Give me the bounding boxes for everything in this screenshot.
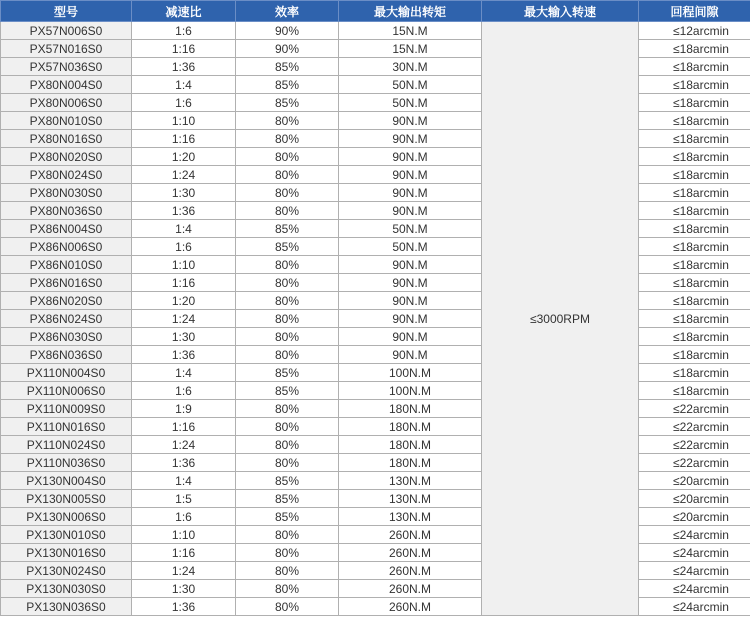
cell-ratio: 1:4	[132, 76, 236, 94]
table-row	[1, 76, 750, 94]
cell-backlash: ≤22arcmin	[639, 418, 750, 436]
cell-ratio: 1:16	[132, 40, 236, 58]
cell-model: PX130N016S0	[1, 544, 132, 562]
table-row	[1, 184, 750, 202]
cell-efficiency: 80%	[236, 292, 339, 310]
cell-efficiency: 80%	[236, 184, 339, 202]
cell-ratio: 1:6	[132, 508, 236, 526]
cell-max-output-torque: 50N.M	[339, 220, 482, 238]
cell-efficiency: 85%	[236, 508, 339, 526]
cell-ratio: 1:16	[132, 130, 236, 148]
cell-model: PX86N004S0	[1, 220, 132, 238]
cell-max-output-torque: 260N.M	[339, 598, 482, 616]
cell-max-output-torque: 90N.M	[339, 256, 482, 274]
cell-efficiency: 80%	[236, 400, 339, 418]
cell-max-output-torque: 90N.M	[339, 328, 482, 346]
cell-backlash: ≤12arcmin	[639, 22, 750, 40]
cell-efficiency: 80%	[236, 328, 339, 346]
cell-max-output-torque: 260N.M	[339, 562, 482, 580]
cell-max-output-torque: 90N.M	[339, 274, 482, 292]
cell-model: PX86N016S0	[1, 274, 132, 292]
cell-efficiency: 80%	[236, 346, 339, 364]
cell-max-input-speed: ≤3000RPM	[482, 22, 639, 616]
cell-model: PX110N016S0	[1, 418, 132, 436]
cell-backlash: ≤18arcmin	[639, 40, 750, 58]
table-row	[1, 364, 750, 382]
cell-efficiency: 80%	[236, 454, 339, 472]
cell-ratio: 1:16	[132, 274, 236, 292]
cell-model: PX86N006S0	[1, 238, 132, 256]
cell-ratio: 1:30	[132, 328, 236, 346]
cell-efficiency: 80%	[236, 526, 339, 544]
cell-model: PX110N024S0	[1, 436, 132, 454]
cell-backlash: ≤18arcmin	[639, 382, 750, 400]
cell-efficiency: 80%	[236, 544, 339, 562]
cell-max-output-torque: 180N.M	[339, 400, 482, 418]
table-row	[1, 40, 750, 58]
cell-backlash: ≤24arcmin	[639, 544, 750, 562]
cell-max-output-torque: 130N.M	[339, 472, 482, 490]
cell-ratio: 1:24	[132, 310, 236, 328]
cell-max-output-torque: 50N.M	[339, 94, 482, 112]
cell-model: PX80N030S0	[1, 184, 132, 202]
cell-model: PX130N004S0	[1, 472, 132, 490]
cell-max-output-torque: 100N.M	[339, 382, 482, 400]
cell-model: PX86N010S0	[1, 256, 132, 274]
header-model: 型号	[1, 1, 132, 22]
cell-ratio: 1:10	[132, 256, 236, 274]
table-row	[1, 238, 750, 256]
header-backlash: 回程间隙	[639, 1, 750, 22]
table-row	[1, 346, 750, 364]
cell-efficiency: 85%	[236, 382, 339, 400]
cell-efficiency: 80%	[236, 598, 339, 616]
cell-model: PX110N006S0	[1, 382, 132, 400]
table-row	[1, 22, 750, 40]
cell-backlash: ≤24arcmin	[639, 526, 750, 544]
cell-backlash: ≤24arcmin	[639, 562, 750, 580]
cell-backlash: ≤18arcmin	[639, 112, 750, 130]
cell-backlash: ≤18arcmin	[639, 274, 750, 292]
cell-backlash: ≤22arcmin	[639, 436, 750, 454]
cell-efficiency: 85%	[236, 58, 339, 76]
cell-efficiency: 80%	[236, 418, 339, 436]
cell-max-output-torque: 90N.M	[339, 346, 482, 364]
cell-model: PX57N016S0	[1, 40, 132, 58]
cell-efficiency: 90%	[236, 22, 339, 40]
cell-max-output-torque: 180N.M	[339, 418, 482, 436]
cell-efficiency: 80%	[236, 202, 339, 220]
cell-ratio: 1:24	[132, 166, 236, 184]
cell-max-output-torque: 90N.M	[339, 130, 482, 148]
cell-ratio: 1:4	[132, 472, 236, 490]
cell-model: PX130N036S0	[1, 598, 132, 616]
table-row	[1, 580, 750, 598]
cell-max-output-torque: 130N.M	[339, 490, 482, 508]
cell-ratio: 1:20	[132, 148, 236, 166]
cell-ratio: 1:36	[132, 454, 236, 472]
cell-efficiency: 90%	[236, 40, 339, 58]
cell-model: PX80N016S0	[1, 130, 132, 148]
cell-model: PX57N006S0	[1, 22, 132, 40]
cell-efficiency: 80%	[236, 256, 339, 274]
cell-model: PX86N030S0	[1, 328, 132, 346]
cell-model: PX130N024S0	[1, 562, 132, 580]
cell-ratio: 1:9	[132, 400, 236, 418]
table-row	[1, 256, 750, 274]
cell-efficiency: 80%	[236, 112, 339, 130]
cell-backlash: ≤22arcmin	[639, 454, 750, 472]
cell-backlash: ≤18arcmin	[639, 202, 750, 220]
cell-backlash: ≤18arcmin	[639, 238, 750, 256]
cell-model: PX80N020S0	[1, 148, 132, 166]
table-row	[1, 490, 750, 508]
cell-max-output-torque: 260N.M	[339, 526, 482, 544]
cell-backlash: ≤20arcmin	[639, 472, 750, 490]
cell-backlash: ≤20arcmin	[639, 508, 750, 526]
cell-ratio: 1:10	[132, 112, 236, 130]
cell-backlash: ≤18arcmin	[639, 220, 750, 238]
cell-model: PX110N036S0	[1, 454, 132, 472]
cell-ratio: 1:24	[132, 436, 236, 454]
cell-backlash: ≤20arcmin	[639, 490, 750, 508]
cell-max-output-torque: 90N.M	[339, 292, 482, 310]
cell-efficiency: 85%	[236, 220, 339, 238]
cell-max-output-torque: 90N.M	[339, 202, 482, 220]
table-row	[1, 292, 750, 310]
cell-ratio: 1:6	[132, 22, 236, 40]
cell-efficiency: 85%	[236, 472, 339, 490]
cell-ratio: 1:4	[132, 364, 236, 382]
cell-max-output-torque: 180N.M	[339, 454, 482, 472]
cell-efficiency: 80%	[236, 310, 339, 328]
cell-backlash: ≤18arcmin	[639, 184, 750, 202]
table-row	[1, 544, 750, 562]
cell-max-output-torque: 180N.M	[339, 436, 482, 454]
cell-model: PX80N024S0	[1, 166, 132, 184]
cell-model: PX110N004S0	[1, 364, 132, 382]
table-row	[1, 562, 750, 580]
table-header-row	[1, 1, 750, 22]
cell-ratio: 1:36	[132, 58, 236, 76]
cell-max-output-torque: 30N.M	[339, 58, 482, 76]
header-efficiency: 效率	[236, 1, 339, 22]
cell-ratio: 1:4	[132, 220, 236, 238]
cell-model: PX86N024S0	[1, 310, 132, 328]
cell-model: PX86N020S0	[1, 292, 132, 310]
cell-max-output-torque: 90N.M	[339, 310, 482, 328]
cell-ratio: 1:36	[132, 346, 236, 364]
cell-max-output-torque: 15N.M	[339, 22, 482, 40]
table-row	[1, 382, 750, 400]
table-row	[1, 472, 750, 490]
cell-backlash: ≤18arcmin	[639, 58, 750, 76]
cell-ratio: 1:6	[132, 238, 236, 256]
table-row	[1, 598, 750, 616]
cell-backlash: ≤18arcmin	[639, 76, 750, 94]
cell-backlash: ≤24arcmin	[639, 580, 750, 598]
table-row	[1, 58, 750, 76]
table-row	[1, 94, 750, 112]
cell-max-output-torque: 260N.M	[339, 544, 482, 562]
cell-model: PX110N009S0	[1, 400, 132, 418]
cell-ratio: 1:30	[132, 184, 236, 202]
cell-efficiency: 80%	[236, 274, 339, 292]
cell-backlash: ≤18arcmin	[639, 148, 750, 166]
cell-backlash: ≤22arcmin	[639, 400, 750, 418]
cell-max-output-torque: 90N.M	[339, 166, 482, 184]
cell-model: PX80N036S0	[1, 202, 132, 220]
table-row	[1, 202, 750, 220]
cell-ratio: 1:6	[132, 94, 236, 112]
cell-ratio: 1:16	[132, 418, 236, 436]
table-row	[1, 130, 750, 148]
cell-max-output-torque: 90N.M	[339, 148, 482, 166]
cell-efficiency: 85%	[236, 94, 339, 112]
cell-efficiency: 80%	[236, 130, 339, 148]
cell-model: PX57N036S0	[1, 58, 132, 76]
cell-efficiency: 85%	[236, 364, 339, 382]
cell-max-output-torque: 15N.M	[339, 40, 482, 58]
cell-efficiency: 85%	[236, 490, 339, 508]
cell-ratio: 1:36	[132, 202, 236, 220]
cell-ratio: 1:6	[132, 382, 236, 400]
cell-backlash: ≤18arcmin	[639, 130, 750, 148]
table-row	[1, 310, 750, 328]
cell-ratio: 1:5	[132, 490, 236, 508]
cell-backlash: ≤18arcmin	[639, 364, 750, 382]
table-row	[1, 148, 750, 166]
cell-max-output-torque: 50N.M	[339, 76, 482, 94]
cell-ratio: 1:30	[132, 580, 236, 598]
cell-max-output-torque: 260N.M	[339, 580, 482, 598]
cell-max-output-torque: 130N.M	[339, 508, 482, 526]
cell-model: PX130N006S0	[1, 508, 132, 526]
cell-model: PX80N006S0	[1, 94, 132, 112]
cell-efficiency: 80%	[236, 580, 339, 598]
cell-backlash: ≤18arcmin	[639, 256, 750, 274]
cell-efficiency: 80%	[236, 562, 339, 580]
cell-backlash: ≤24arcmin	[639, 598, 750, 616]
cell-efficiency: 85%	[236, 238, 339, 256]
table-row	[1, 220, 750, 238]
cell-ratio: 1:16	[132, 544, 236, 562]
table-row	[1, 112, 750, 130]
table-row	[1, 274, 750, 292]
table-row	[1, 436, 750, 454]
cell-model: PX130N030S0	[1, 580, 132, 598]
table-row	[1, 166, 750, 184]
cell-efficiency: 85%	[236, 76, 339, 94]
cell-backlash: ≤18arcmin	[639, 292, 750, 310]
cell-max-output-torque: 50N.M	[339, 238, 482, 256]
cell-model: PX130N010S0	[1, 526, 132, 544]
cell-efficiency: 80%	[236, 148, 339, 166]
header-ratio: 减速比	[132, 1, 236, 22]
cell-efficiency: 80%	[236, 166, 339, 184]
cell-max-output-torque: 90N.M	[339, 112, 482, 130]
table-row	[1, 400, 750, 418]
table-row	[1, 508, 750, 526]
cell-model: PX130N005S0	[1, 490, 132, 508]
cell-model: PX80N004S0	[1, 76, 132, 94]
header-max-output-torque: 最大输出转矩	[339, 1, 482, 22]
cell-backlash: ≤18arcmin	[639, 310, 750, 328]
table-body	[1, 22, 750, 616]
cell-backlash: ≤18arcmin	[639, 166, 750, 184]
cell-max-output-torque: 100N.M	[339, 364, 482, 382]
cell-backlash: ≤18arcmin	[639, 346, 750, 364]
header-max-input-speed: 最大输入转速	[482, 1, 639, 22]
cell-max-output-torque: 90N.M	[339, 184, 482, 202]
cell-backlash: ≤18arcmin	[639, 94, 750, 112]
cell-efficiency: 80%	[236, 436, 339, 454]
table-row	[1, 418, 750, 436]
cell-model: PX80N010S0	[1, 112, 132, 130]
cell-ratio: 1:36	[132, 598, 236, 616]
cell-ratio: 1:20	[132, 292, 236, 310]
cell-ratio: 1:24	[132, 562, 236, 580]
cell-model: PX86N036S0	[1, 346, 132, 364]
table-row	[1, 526, 750, 544]
table-row	[1, 328, 750, 346]
table-row	[1, 454, 750, 472]
cell-ratio: 1:10	[132, 526, 236, 544]
cell-backlash: ≤18arcmin	[639, 328, 750, 346]
